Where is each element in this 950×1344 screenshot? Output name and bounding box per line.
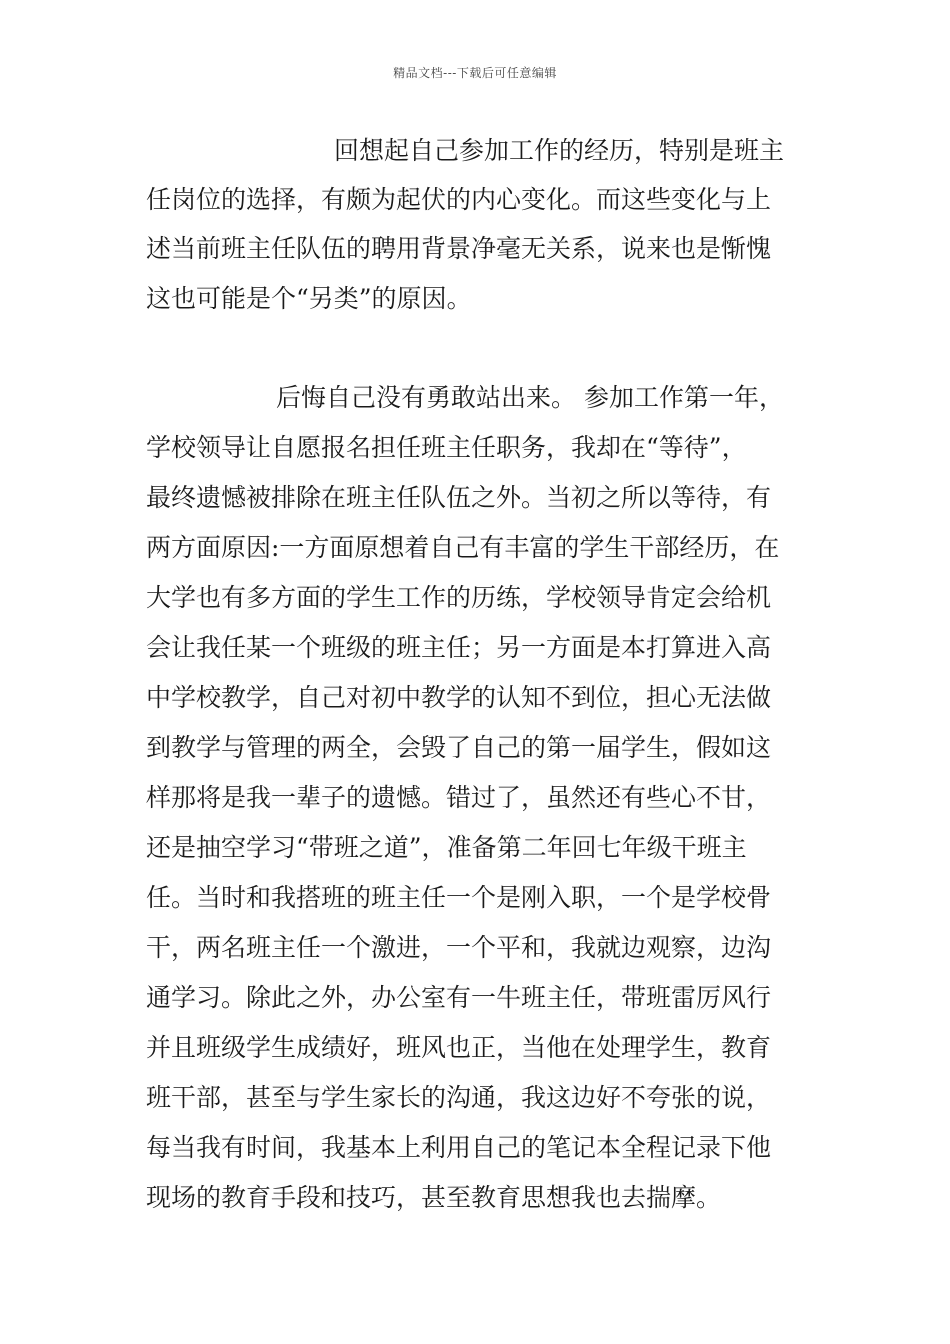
paragraph-line: 样那将是我一辈子的遗憾。错过了，虽然还有些心不甘， — [146, 783, 772, 812]
paragraph-line: 会让我任某一个班级的班主任；另一方面是本打算进入高 — [146, 633, 772, 662]
paragraph-line: 任。当时和我搭班的班主任一个是刚入职，一个是学校骨 — [146, 883, 772, 912]
paragraph-line: 通学习。除此之外，办公室有一牛班主任，带班雷厉风行 — [146, 983, 772, 1012]
paragraph-line: 并且班级学生成绩好，班风也正，当他在处理学生，教育 — [146, 1033, 772, 1062]
paragraph-line: 每当我有时间，我基本上利用自己的笔记本全程记录下他 — [146, 1133, 772, 1162]
paragraph-line: 大学也有多方面的学生工作的历练，学校领导肯定会给机 — [146, 583, 772, 612]
paragraph-line: 述当前班主任队伍的聘用背景净毫无关系，说来也是惭愧 — [146, 234, 772, 263]
paragraph-line: 两方面原因:一方面原想着自己有丰富的学生干部经历，在 — [146, 533, 780, 562]
paragraph-line: 这也可能是个“另类”的原因。 — [146, 284, 472, 313]
paragraph-line: 学校领导让自愿报名担任班主任职务，我却在“等待”， — [146, 433, 747, 462]
paragraph-line: 现场的教育手段和技巧，甚至教育思想我也去揣摩。 — [146, 1183, 722, 1212]
paragraph-line: 中学校教学，自己对初中教学的认知不到位，担心无法做 — [146, 683, 772, 712]
paragraph-line: 任岗位的选择，有颇为起伏的内心变化。而这些变化与上 — [146, 185, 772, 214]
paragraph-line: 最终遗憾被排除在班主任队伍之外。当初之所以等待，有 — [146, 483, 772, 512]
page-header: 精品文档---下载后可任意编辑 — [393, 66, 557, 80]
paragraph-line: 回想起自己参加工作的经历，特别是班主 — [334, 136, 785, 165]
paragraph-line: 后悔自己没有勇敢站出来。 参加工作第一年， — [276, 383, 784, 412]
paragraph-line: 班干部，甚至与学生家长的沟通，我这边好不夸张的说， — [146, 1083, 772, 1112]
paragraph-line: 干，两名班主任一个激进，一个平和，我就边观察，边沟 — [146, 933, 772, 962]
paragraph-line: 还是抽空学习“带班之道”，准备第二年回七年级干班主 — [146, 833, 747, 862]
paragraph-line: 到教学与管理的两全，会毁了自己的第一届学生，假如这 — [146, 733, 772, 762]
